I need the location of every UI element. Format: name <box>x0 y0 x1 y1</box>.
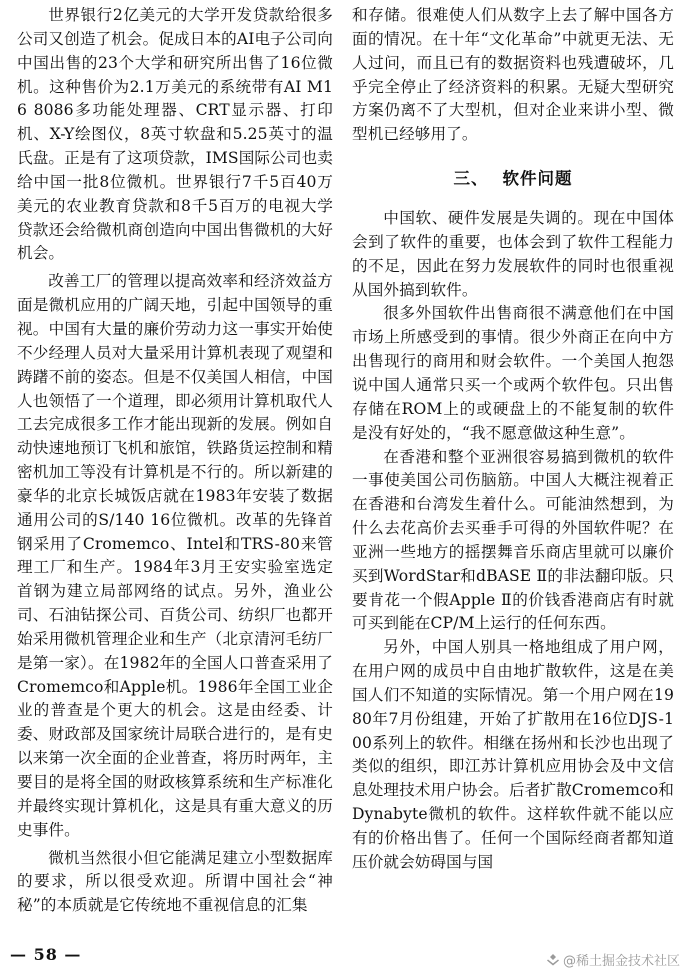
right-paragraph-1: 中国软、硬件发展是失调的。现在中国体会到了软件的重要，也体会到了软件工程能力的不足，因此在努力发展软件的同时也很重视从国外搞到软件。 <box>352 209 674 299</box>
section-heading <box>352 151 674 207</box>
left-paragraph-1: 世界银行2亿美元的大学开发贷款给很多公司又创造了机会。促成日本的AI电子公司向中国出售的23个大学和研究所出售了16位微机。这种售价为2.1万美元的系统带有AI M16 8086多功能处理器、CRT显示器、打印机、X-Y绘图仪，8英寸软盘和5.25英寸的温氏盘。正是有了这项贷款，IMS国际公司也卖给中国一批8位微机。世界银行7千5百40万美元的农业教育贷款和8千5百万的电视大学贷款还会给微机商创造向中国出售微机的大好机会。 <box>17 6 333 263</box>
page-number: — 58 — <box>10 945 82 964</box>
right-paragraph-3: 在香港和整个亚洲很容易搞到微机的软件一事使美国公司伤脑筋。中国人大概注视着正在香港和台湾发生着什么。可能油然想到，为什么去花高价去买垂手可得的外国软件呢？在亚洲一些地方的摇摆舞音乐商店里就可以廉价买到WordStar和dBASE Ⅱ的非法翻印版。只要肯花一个假Apple Ⅱ的价钱香港商店有时就可买到能在CP/M上运行的任何东西。 <box>352 447 674 633</box>
right-paragraph-2: 很多外国软件出售商很不满意他们在中国市场上所感受到的事情。很少外商正在向中方出售现行的商用和财会软件。一个美国人抱怨说中国人通常只买一个或两个软件包。只出售存储在ROM上的或硬盘上的不能复制的软件是没有好处的，“我不愿意做这种生意”。 <box>352 304 674 442</box>
right-column <box>352 0 674 875</box>
left-paragraph-2: 改善工厂的管理以提高效率和经济效益方面是微机应用的广阔天地，引起中国领导的重视。中国有大量的廉价劳动力这一事实开始使不少经理人员对大量采用计算机表现了观望和踌躇不前的姿态。但是不仅美国人相信，中国人也领悟了一个道理，即必须用计算机取代人工去完成很多工作才能出现新的发展。例如自动快速地预订飞机和旅馆，铁路货运控制和精密机加工等没有计算机是不行的。所以新建的豪华的北京长城饭店就在1983年安装了数据通用公司的S/140 16位微机。改革的先锋首钢采用了Cromemco、Intel和TRS-80来管理工厂和生产。1984年3月王安实验室选定首钢为建立局部网络的试点。另外，渔业公司、石油钻探公司、百货公司、纺织厂也都开始采用微机管理企业和生产（北京清河毛纺厂是第一家）。在1982年的全国人口普查采用了Cromemco和Apple机。1986年全国工业企业的普查是个更大的机会。这是由经委、计委、财政部及国家统计局联合进行的，是有史以来第一次全面的企业普查，将历时两年，主要目的是将全国的财政核算系统和生产标准化并最终实现计算机化，这是具有重大意义的历史事件。 <box>17 272 333 839</box>
right-continuation-paragraph: 和存储。很难使人们从数字上去了解中国各方面的情况。在十年“文化革命”中就更无法、无人过问，而且已有的数据资料也残遭破坏，几乎完全停止了经济资料的积累。无疑大型研究方案仍离不了大型机，但对企业来讲小型、微型机已经够用了。 <box>352 6 674 144</box>
section-number: 三、 <box>453 169 489 189</box>
left-column <box>17 0 333 918</box>
section-title: 软件问题 <box>502 169 573 189</box>
watermark-text: @稀土掘金技术社区 <box>562 954 680 969</box>
juejin-logo-icon <box>546 953 560 967</box>
watermark <box>546 950 680 969</box>
right-paragraph-4: 另外，中国人别具一格地组成了用户网，在用户网的成员中自由地扩散软件，这是在美国人们不知道的实际情况。第一个用户网在1980年7月份组建，开始了扩散用在16位DJS-100系列上的软件。相继在扬州和长沙也出现了类似的组织，即江苏计算机应用协会及中文信息处理技术用户协会。后者扩散Cromemco和Dynabyte微机的软件。这样软件就不能以应有的价格出售了。任何一个国际经商者都知道压价就会妨碍国与国 <box>352 638 674 871</box>
left-paragraph-3: 微机当然很小但它能满足建立小型数据库的要求，所以很受欢迎。所谓中国社会“神秘”的本质就是它传统地不重视信息的汇集 <box>17 848 333 915</box>
